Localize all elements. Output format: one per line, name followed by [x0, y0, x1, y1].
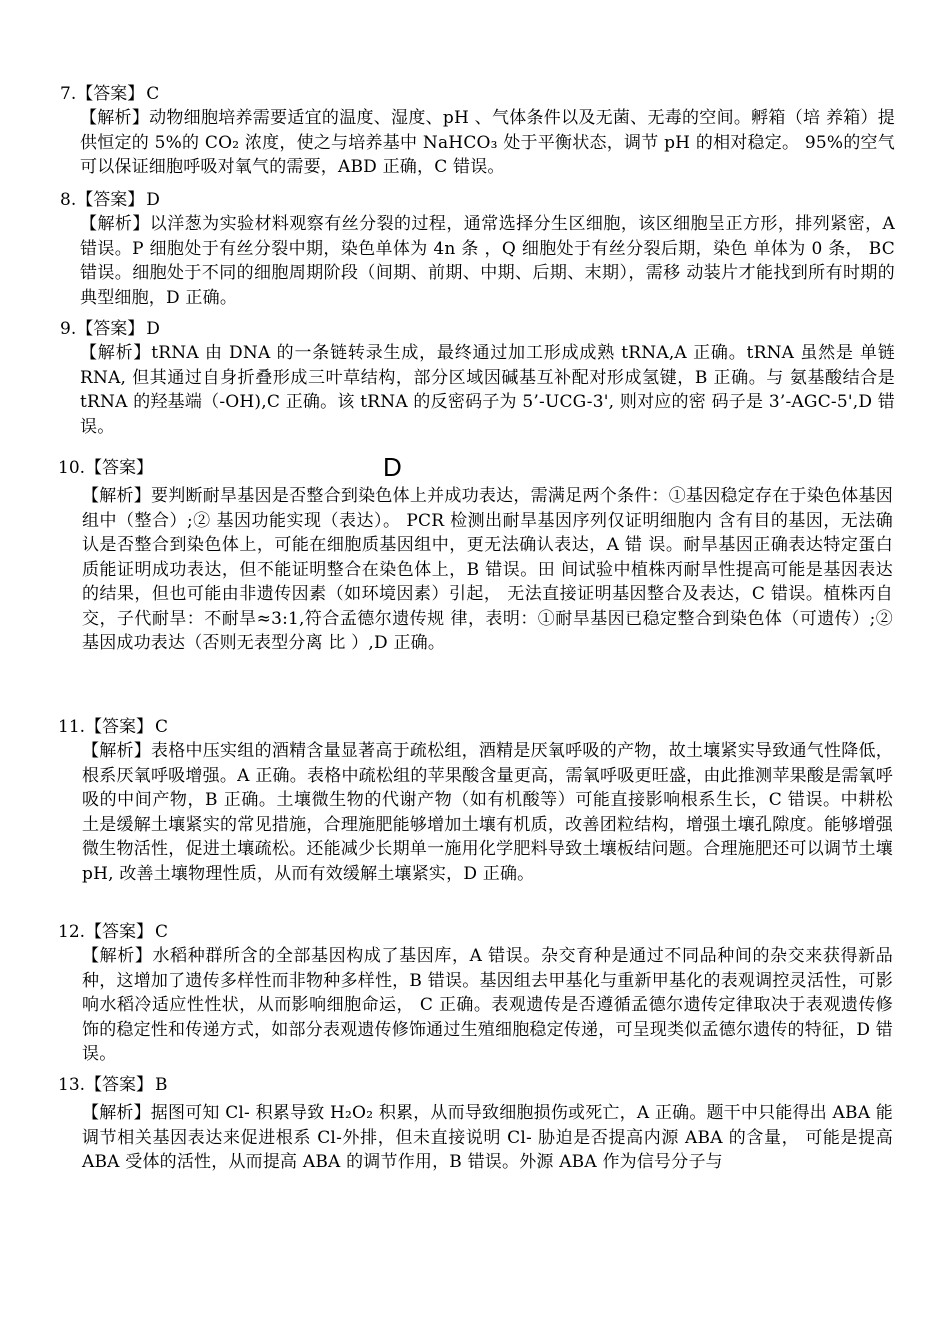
answer-line [60, 188, 895, 212]
answer-line [58, 920, 893, 944]
question-number: 10. [58, 458, 86, 478]
question-number: 7. [60, 84, 77, 104]
answer-tag: 【答案】 [76, 190, 145, 210]
analysis-text: 【解析】tRNA 由 DNA 的一条链转录生成，最终通过加工形成成熟 tRNA,A 正确。tRNA 虽然是 单链 RNA, 但其通过自身折叠形成三叶草结构，部分区域因碱基互补配对形成氢键，B 正确。与 氨基酸结合是 tRNA 的羟基端（-OH),C 正确。该 tRNA 的反密码子为 5’-UCG-3', 则对应的密 码子是 3’-AGC-5',D 错误。 [80, 343, 895, 437]
answer-letter: B [155, 1075, 168, 1095]
analysis-text: 【解析】以洋葱为实验材料观察有丝分裂的过程，通常选择分生区细胞，该区细胞呈正方形，排列紧密，A 错误。P 细胞处于有丝分裂中期，染色单体为 4n 条 ，Q 细胞处于有丝分裂后期，染色 单体为 0 条， BC 错误。细胞处于不同的细胞周期阶段（间期、前期、中期、后期、末期），需移 动装片才能找到所有时期的典型细胞，D 正确。 [80, 214, 895, 308]
answer-line [60, 82, 895, 106]
answer-tag: 【答案】 [76, 84, 145, 104]
question-13 [58, 1073, 893, 1175]
question-9 [60, 317, 895, 439]
question-8 [60, 188, 895, 310]
analysis-text: 【解析】水稻种群所含的全部基因构成了基因库，A 错误。杂交育种是通过不同品种间的杂交来获得新品种，这增加了遗传多样性而非物种多样性，B 错误。基因组去甲基化与重新甲基化的表观调控灵活性，可影响水稻冷适应性性状，从而影响细胞命运， C 正确。表观遗传是否遵循孟德尔遗传定律取决于表观遗传修饰的稳定性和传递方式，如部分表观遗传修饰通过生殖细胞稳定传递，可呈现类似孟德尔遗传的特征，D 错误。 [82, 946, 893, 1064]
question-7 [60, 82, 895, 180]
question-12 [58, 920, 893, 1067]
question-number: 11. [58, 717, 86, 737]
answer-letter: C [146, 84, 160, 104]
answer-letter: D [383, 452, 402, 482]
answer-line [58, 715, 893, 739]
question-number: 13. [58, 1075, 86, 1095]
answer-letter: D [146, 319, 160, 339]
analysis-text: 【解析】据图可知 Cl- 积累导致 H₂O₂ 积累，从而导致细胞损伤或死亡，A 正确。题干中只能得出 ABA 能调节相关基因表达来促进根系 Cl-外排，但未直接说明 Cl- 胁迫是否提高内源 ABA 的含量， 可能是提高 ABA 受体的活性，从而提高 ABA 的调节作用，B 错误。外源 ABA 作为信号分子与 [82, 1103, 893, 1172]
question-number: 8. [60, 190, 77, 210]
analysis-text: 【解析】动物细胞培养需要适宜的温度、湿度、pH 、气体条件以及无菌、无毒的空间。孵箱（培 养箱）提供恒定的 5%的 CO₂ 浓度，使之与培养基中 NaHCO₃ 处于平衡状态，调节 pH 的相对稳定。 95%的空气可以保证细胞呼吸对氧气的需要，ABD 正确，C 错误。 [80, 108, 895, 177]
answer-tag: 【答案】 [85, 1075, 154, 1095]
question-number: 12. [58, 922, 86, 942]
answer-tag: 【答案】 [85, 717, 154, 737]
question-11 [58, 715, 893, 886]
answer-letter: D [146, 190, 160, 210]
analysis-text: 【解析】表格中压实组的酒精含量显著高于疏松组，酒精是厌氧呼吸的产物，故土壤紧实导致通气性降低，根系厌氧呼吸增强。A 正确。表格中疏松组的苹果酸含量更高，需氧呼吸更旺盛，由此推测苹果酸是需氧呼吸的中间产物，B 正确。土壤微生物的代谢产物（如有机酸等）可能直接影响根系生长，C 错误。中耕松土是缓解土壤紧实的常见措施，合理施肥能够增加土壤有机质，改善团粒结构，增强土壤孔隙度。能够增强微生物活性，促进土壤疏松。还能减少长期单一施用化学肥料导致土壤板结问题。合理施肥还可以调节土壤 pH, 改善土壤物理性质，从而有效缓解土壤紧实，D 正确。 [82, 741, 893, 884]
analysis-text: 【解析】要判断耐旱基因是否整合到染色体上并成功表达，需满足两个条件：①基因稳定存在于染色体基因组中（整合）;② 基因功能实现（表达）。 PCR 检测出耐旱基因序列仅证明细胞内 含有目的基因，无法确认是否整合到染色体上，可能在细胞质基因组中，更无法确认表达，A 错 误。耐旱基因正确表达特定蛋白质能证明成功表达，但不能证明整合在染色体上，B 错误。田 间试验中植株丙耐旱性提高可能是基因表达的结果，但也可能由非遗传因素（如环境因素）引起， 无法直接证明基因整合及表达，C 错误。植株丙自交，子代耐旱：不耐旱≈3:1,符合孟德尔遗传规 律，表明：①耐旱基因已稳定整合到染色体（可遗传）;② 基因成功表达（否则无表型分离 比 ）,D 正确。 [82, 486, 893, 653]
answer-letter: C [155, 717, 169, 737]
answer-tag: 【答案】 [76, 319, 145, 339]
answer-line [58, 452, 893, 482]
answer-tag: 【答案】 [85, 922, 154, 942]
answer-tag: 【答案】 [85, 458, 154, 478]
answer-letter: C [155, 922, 169, 942]
question-number: 9. [60, 319, 77, 339]
answer-line [60, 317, 895, 341]
answer-line [58, 1073, 893, 1097]
question-10 [58, 452, 893, 656]
